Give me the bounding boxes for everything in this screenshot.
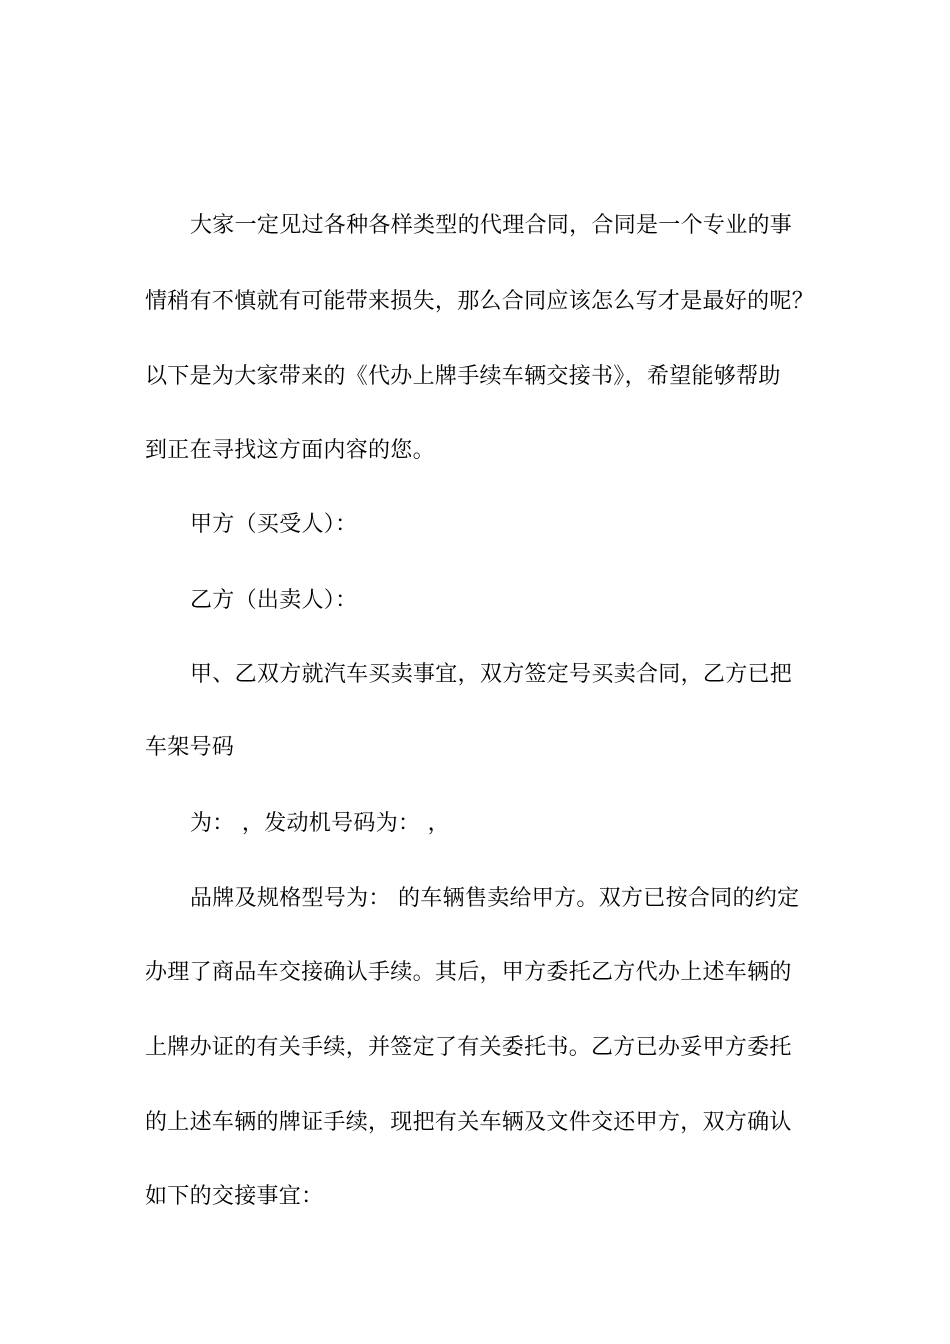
paragraph-handover-line-5: 如下的交接事宜： xyxy=(145,1184,324,1209)
party-a-label: 甲方（买受人）： xyxy=(190,512,358,537)
paragraph-agreement-line-2: 车架号码 xyxy=(145,735,235,760)
paragraph-agreement-line-1: 甲、乙双方就汽车买卖事宜，双方签定号买卖合同，乙方已把 xyxy=(190,662,793,687)
paragraph-intro-line-3: 以下是为大家带来的《代办上牌手续车辆交接书》，希望能够帮助 xyxy=(145,364,781,389)
paragraph-intro-line-4: 到正在寻找这方面内容的您。 xyxy=(145,438,435,463)
paragraph-handover-line-3: 上牌办证的有关手续，并签定了有关委托书。乙方已办妥甲方委托 xyxy=(145,1035,792,1060)
paragraph-intro-line-2: 情稍有不慎就有可能带来损失，那么合同应该怎么写才是最好的呢？ xyxy=(145,289,815,314)
vin-engine-line: 为： ，发动机号码为： ， xyxy=(190,811,450,836)
paragraph-intro-line-1: 大家一定见过各种各样类型的代理合同，合同是一个专业的事 xyxy=(190,213,793,238)
paragraph-handover-line-1: 品牌及规格型号为： 的车辆售卖给甲方。双方已按合同的约定 xyxy=(190,886,800,911)
party-b-label: 乙方（出卖人）： xyxy=(190,588,358,613)
paragraph-handover-line-4: 的上述车辆的牌证手续，现把有关车辆及文件交还甲方，双方确认 xyxy=(145,1110,792,1135)
paragraph-handover-line-2: 办理了商品车交接确认手续。其后，甲方委托乙方代办上述车辆的 xyxy=(145,960,792,985)
